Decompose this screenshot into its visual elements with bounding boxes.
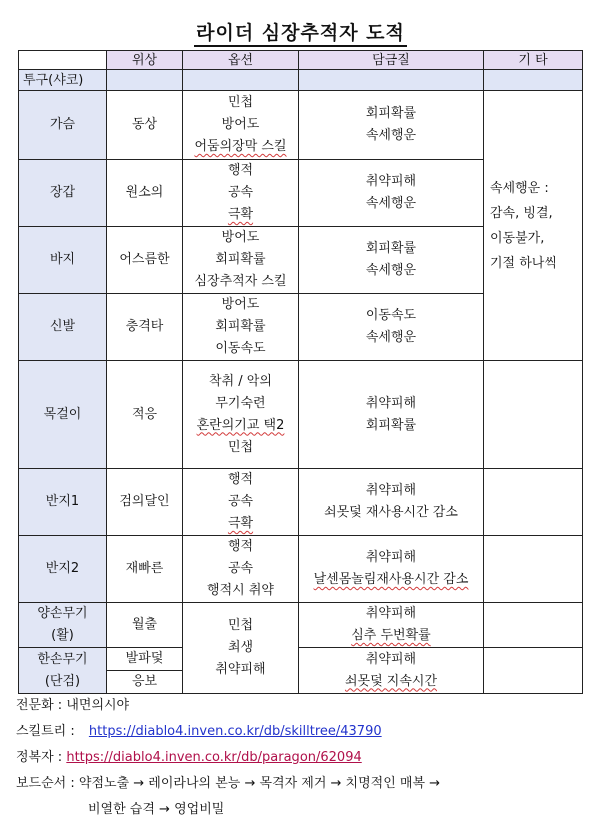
- note-line: 감속, 빙결,: [490, 205, 553, 221]
- option-line: 방어도: [221, 117, 260, 132]
- table-row: [19, 91, 583, 160]
- option-line: 행적: [227, 539, 254, 554]
- etc-cell: [484, 603, 583, 648]
- option-line: 방어도: [221, 297, 260, 312]
- options-cell: [183, 294, 299, 361]
- aspect-cell: 응보: [107, 671, 183, 694]
- weapon-type: (단검): [44, 673, 81, 689]
- header-etc: 기 타: [484, 51, 583, 70]
- temper-line: 속세행운: [365, 263, 417, 278]
- slot-one-hand-weapon: [19, 648, 107, 694]
- header-aspect: 위상: [107, 51, 183, 70]
- option-line: 민첩: [227, 618, 254, 633]
- gear-table: [18, 50, 583, 694]
- options-cell: [183, 160, 299, 227]
- temper-line: 날센몸놀림재사용시간 감소: [313, 572, 469, 587]
- helmet-options: [183, 70, 299, 91]
- temper-cell: [299, 536, 484, 603]
- etc-cell: [484, 469, 583, 536]
- temper-line: 속세행운: [365, 330, 417, 345]
- option-line: 최생: [227, 640, 254, 655]
- option-line: 공속: [227, 494, 254, 509]
- header-blank: [19, 51, 107, 70]
- aspect-cell: 어스름한: [107, 227, 183, 294]
- slot-gloves: 장갑: [19, 160, 107, 227]
- option-line: 행적: [227, 472, 254, 487]
- weapon-type: (활): [51, 628, 74, 643]
- header-row: [19, 51, 583, 70]
- paragon-link[interactable]: https://diablo4.inven.co.kr/db/paragon/62094: [66, 750, 362, 765]
- etc-cell: [484, 536, 583, 603]
- temper-cell: [299, 227, 484, 294]
- option-line: 심장추적자 스킬: [194, 274, 287, 289]
- board-order-line: [16, 775, 440, 793]
- paragon-line: [16, 749, 362, 767]
- board-order-label: 보드순서 :: [16, 776, 79, 791]
- temper-cell: [299, 361, 484, 469]
- option-line: 행적시 취약: [207, 583, 274, 598]
- options-cell: [183, 227, 299, 294]
- helmet-temper: [299, 70, 484, 91]
- temper-cell: [299, 603, 484, 648]
- weapon-label: 한손무기: [37, 651, 88, 667]
- option-line: 행적: [227, 163, 254, 178]
- helmet-row: [19, 70, 583, 91]
- etc-cell: [484, 648, 583, 694]
- note-line: 이동불가,: [490, 230, 545, 246]
- weapon-label: 양손무기: [37, 606, 88, 621]
- temper-line: 취약피해: [365, 651, 417, 667]
- option-line: 무기숙련: [215, 395, 266, 411]
- board-order-line-2: [88, 801, 224, 819]
- options-cell: [183, 469, 299, 536]
- options-cell: [183, 91, 299, 160]
- temper-line: 취약피해: [365, 174, 417, 189]
- temper-line: 속세행운: [365, 128, 417, 143]
- glyph-value: 내면의시야: [66, 698, 130, 713]
- option-line: 취약피해: [215, 662, 266, 677]
- aspect-cell: 원소의: [107, 160, 183, 227]
- option-line: 방어도: [221, 230, 260, 245]
- option-line: 민첩: [227, 439, 254, 455]
- temper-line: 쇠못덫 재사용시간 감소: [324, 505, 458, 520]
- temper-cell: [299, 469, 484, 536]
- temper-line: 심추 두번확률: [351, 628, 431, 643]
- options-cell: [183, 361, 299, 469]
- helmet-etc: [484, 70, 583, 91]
- helmet-aspect: [107, 70, 183, 91]
- slot-boots: 신발: [19, 294, 107, 361]
- aspect-cell: 발파덫: [107, 648, 183, 671]
- option-line: 착취 / 악의: [209, 373, 272, 389]
- aspect-cell: 월출: [107, 603, 183, 648]
- temper-line: 쇠못덫 지속시간: [344, 673, 438, 689]
- table-row: [19, 469, 583, 536]
- temper-cell: [299, 294, 484, 361]
- note-line: 기절 하나씩: [490, 255, 557, 271]
- slot-chest: 가슴: [19, 91, 107, 160]
- slot-helmet: 투구(샤코): [19, 70, 107, 91]
- option-line: 공속: [227, 561, 254, 576]
- option-line: 어둠의장막 스킬: [194, 139, 287, 154]
- slot-amulet: 목걸이: [19, 361, 107, 469]
- paragon-label: 정복자 :: [16, 750, 67, 765]
- option-line: 민첩: [227, 95, 254, 110]
- temper-line: 회피확률: [365, 417, 417, 433]
- temper-line: 속세행운: [365, 196, 417, 211]
- aspect-cell: 동상: [107, 91, 183, 160]
- option-line: 극확: [227, 516, 254, 531]
- table-row: [19, 536, 583, 603]
- temper-line: 회피확률: [365, 241, 417, 256]
- board-order-text: 비열한 습격 → 영업비밀: [88, 802, 225, 817]
- option-line: 혼란의기교 택2: [196, 417, 285, 433]
- slot-pants: 바지: [19, 227, 107, 294]
- options-cell: [183, 603, 299, 694]
- etc-note: [484, 91, 583, 361]
- temper-line: 이동속도: [365, 308, 417, 323]
- option-line: 극확: [227, 207, 254, 222]
- table-row: [19, 603, 583, 648]
- temper-cell: [299, 160, 484, 227]
- etc-cell: [484, 361, 583, 469]
- option-line: 이동속도: [215, 341, 266, 356]
- aspect-cell: 검의달인: [107, 469, 183, 536]
- skilltree-label: 스킬트리 :: [16, 724, 79, 739]
- temper-line: 취약피해: [365, 606, 417, 621]
- skilltree-line: [16, 723, 382, 741]
- page-title: 라이더 심장추적자 도적: [0, 18, 601, 45]
- aspect-cell: 충격타: [107, 294, 183, 361]
- option-line: 회피확률: [215, 252, 266, 267]
- header-temper: 담금질: [299, 51, 484, 70]
- temper-line: 회피확률: [365, 106, 417, 121]
- note-line: 속세행운 :: [490, 180, 549, 196]
- table-row: [19, 648, 583, 671]
- slot-ring2: 반지2: [19, 536, 107, 603]
- slot-two-hand-weapon: [19, 603, 107, 648]
- temper-cell: [299, 91, 484, 160]
- glyph-label: 전문화 :: [16, 698, 67, 713]
- options-cell: [183, 536, 299, 603]
- header-options: 옵션: [183, 51, 299, 70]
- option-line: 공속: [227, 185, 254, 200]
- temper-line: 취약피해: [365, 395, 417, 411]
- slot-ring1: 반지1: [19, 469, 107, 536]
- aspect-cell: 적응: [107, 361, 183, 469]
- table-row: [19, 361, 583, 469]
- board-order-text: 약점노출 → 레이라나의 본능 → 목격자 제거 → 치명적인 매복 →: [78, 776, 441, 791]
- temper-cell: [299, 648, 484, 694]
- aspect-cell: 재빠른: [107, 536, 183, 603]
- glyph-line: [16, 697, 129, 715]
- option-line: 회피확률: [215, 319, 266, 334]
- temper-line: 취약피해: [365, 483, 417, 498]
- temper-line: 취약피해: [365, 550, 417, 565]
- skilltree-link[interactable]: https://diablo4.inven.co.kr/db/skilltree/43790: [88, 724, 382, 739]
